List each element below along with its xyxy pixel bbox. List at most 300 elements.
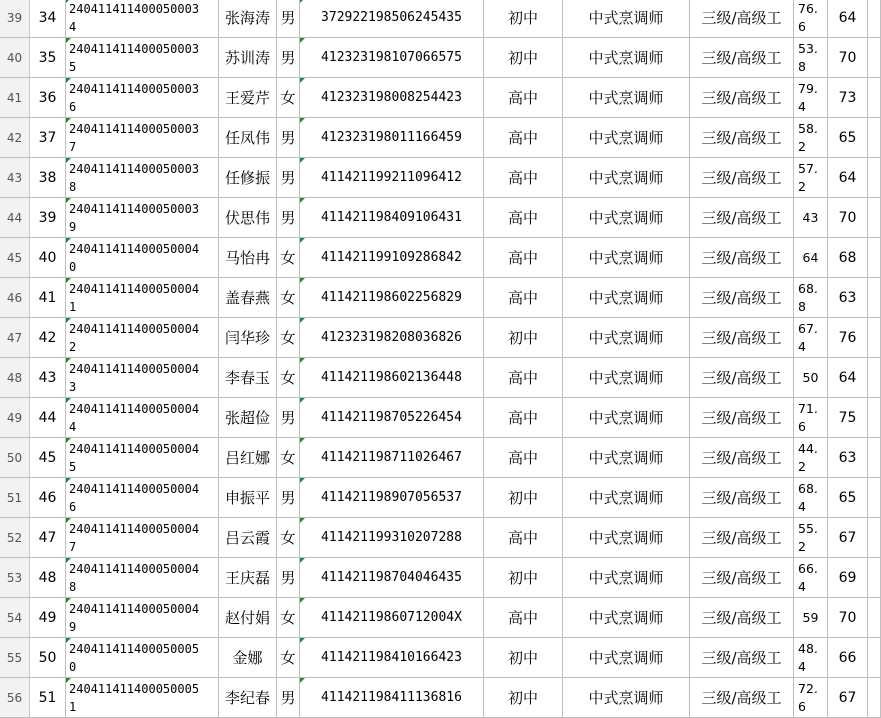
- gender-cell[interactable]: 男: [277, 478, 300, 518]
- empty-cell[interactable]: [868, 318, 881, 358]
- seq-cell[interactable]: 50: [30, 638, 66, 678]
- seq-cell[interactable]: 39: [30, 198, 66, 238]
- skill-score-cell[interactable]: 70: [828, 198, 868, 238]
- exam-number-line2: 5: [69, 60, 77, 74]
- theory-score-cell[interactable]: [794, 118, 828, 158]
- name-cell[interactable]: 申振平: [219, 478, 277, 518]
- gender-cell[interactable]: 女: [277, 278, 300, 318]
- seq-cell[interactable]: 51: [30, 678, 66, 718]
- seq-cell[interactable]: 34: [30, 0, 66, 38]
- empty-cell[interactable]: [868, 478, 881, 518]
- theory-score-cell[interactable]: [794, 678, 828, 718]
- exam-number-cell[interactable]: [66, 358, 219, 398]
- seq-cell[interactable]: 43: [30, 358, 66, 398]
- table-row[interactable]: [0, 158, 881, 198]
- occupation-cell[interactable]: 中式烹调师: [563, 438, 690, 478]
- exam-number-line1: 240411411400050003: [69, 202, 200, 216]
- name-cell[interactable]: 闫华珍: [219, 318, 277, 358]
- skill-score-cell[interactable]: 63: [828, 278, 868, 318]
- occupation-cell[interactable]: 中式烹调师: [563, 78, 690, 118]
- gender-cell[interactable]: 男: [277, 158, 300, 198]
- score-line1: 64: [802, 249, 819, 265]
- gender-cell[interactable]: 女: [277, 518, 300, 558]
- level-cell[interactable]: 三级/高级工: [690, 78, 794, 118]
- gender-cell[interactable]: 男: [277, 678, 300, 718]
- level-cell[interactable]: 三级/高级工: [690, 438, 794, 478]
- row-header[interactable]: 42: [0, 118, 30, 158]
- seq-cell[interactable]: 38: [30, 158, 66, 198]
- exam-number-line1: 240411411400050004: [69, 402, 200, 416]
- seq-cell[interactable]: 45: [30, 438, 66, 478]
- id-card-cell[interactable]: 41142119860712004X: [300, 598, 484, 638]
- theory-score-cell[interactable]: [794, 398, 828, 438]
- skill-score-cell[interactable]: 64: [828, 358, 868, 398]
- occupation-cell[interactable]: 中式烹调师: [563, 198, 690, 238]
- table-row[interactable]: [0, 518, 881, 558]
- skill-score-cell[interactable]: 65: [828, 118, 868, 158]
- seq-cell[interactable]: 46: [30, 478, 66, 518]
- row-header[interactable]: 54: [0, 598, 30, 638]
- score-line2: 8: [798, 299, 806, 314]
- id-card-cell[interactable]: 412323198208036826: [300, 318, 484, 358]
- score-line1: 57.: [798, 161, 818, 176]
- id-card-cell[interactable]: 411421198602136448: [300, 358, 484, 398]
- score-line2: 2: [798, 539, 806, 554]
- id-card-cell[interactable]: 411421199310207288: [300, 518, 484, 558]
- exam-number-cell[interactable]: [66, 278, 219, 318]
- score-line1: 43: [802, 209, 819, 225]
- score-line2: 2: [798, 139, 806, 154]
- score-line2: 6: [798, 699, 806, 714]
- gender-cell[interactable]: 女: [277, 78, 300, 118]
- empty-cell[interactable]: [868, 638, 881, 678]
- id-card-cell[interactable]: 411421198711026467: [300, 438, 484, 478]
- exam-number-line1: 240411411400050005: [69, 642, 200, 656]
- level-cell[interactable]: 三级/高级工: [690, 0, 794, 38]
- gender-cell[interactable]: 男: [277, 558, 300, 598]
- education-cell[interactable]: 高中: [484, 438, 563, 478]
- occupation-cell[interactable]: 中式烹调师: [563, 118, 690, 158]
- seq-cell[interactable]: 48: [30, 558, 66, 598]
- skill-score-cell[interactable]: 75: [828, 398, 868, 438]
- score-line2: 8: [798, 59, 806, 74]
- exam-number-line1: 240411411400050004: [69, 442, 200, 456]
- skill-score-cell[interactable]: 73: [828, 78, 868, 118]
- skill-score-cell[interactable]: 67: [828, 678, 868, 718]
- skill-score-cell[interactable]: 63: [828, 438, 868, 478]
- skill-score-cell[interactable]: 70: [828, 598, 868, 638]
- empty-cell[interactable]: [868, 118, 881, 158]
- education-cell[interactable]: 初中: [484, 0, 563, 38]
- exam-number-line1: 240411411400050004: [69, 282, 200, 296]
- exam-number-line1: 240411411400050003: [69, 122, 200, 136]
- name-cell[interactable]: 吕云霞: [219, 518, 277, 558]
- theory-score-cell[interactable]: [794, 438, 828, 478]
- seq-cell[interactable]: 40: [30, 238, 66, 278]
- id-card-cell[interactable]: 411421198704046435: [300, 558, 484, 598]
- id-card-cell[interactable]: 412323198107066575: [300, 38, 484, 78]
- id-card-cell[interactable]: 411421199109286842: [300, 238, 484, 278]
- table-row[interactable]: [0, 278, 881, 318]
- skill-score-cell[interactable]: 65: [828, 478, 868, 518]
- theory-score-cell[interactable]: [794, 518, 828, 558]
- exam-number-cell[interactable]: [66, 558, 219, 598]
- level-cell[interactable]: 三级/高级工: [690, 278, 794, 318]
- gender-cell[interactable]: 女: [277, 238, 300, 278]
- exam-number-line2: 9: [69, 620, 77, 634]
- exam-number-line1: 240411411400050005: [69, 682, 200, 696]
- education-cell[interactable]: 高中: [484, 158, 563, 198]
- exam-number-cell[interactable]: [66, 438, 219, 478]
- table-row[interactable]: [0, 598, 881, 638]
- score-line1: 48.: [798, 641, 818, 656]
- occupation-cell[interactable]: 中式烹调师: [563, 598, 690, 638]
- row-header[interactable]: 44: [0, 198, 30, 238]
- empty-cell[interactable]: [868, 78, 881, 118]
- exam-number-line2: 7: [69, 140, 77, 154]
- education-cell[interactable]: 高中: [484, 238, 563, 278]
- exam-number-line2: 4: [69, 20, 77, 34]
- name-cell[interactable]: 任凤伟: [219, 118, 277, 158]
- row-header[interactable]: 41: [0, 78, 30, 118]
- score-line2: 4: [798, 499, 806, 514]
- name-cell[interactable]: 任修振: [219, 158, 277, 198]
- empty-cell[interactable]: [868, 558, 881, 598]
- exam-number-cell[interactable]: [66, 598, 219, 638]
- theory-score-cell[interactable]: [794, 158, 828, 198]
- name-cell[interactable]: 马怡冉: [219, 238, 277, 278]
- exam-number-line1: 240411411400050004: [69, 322, 200, 336]
- gender-cell[interactable]: 男: [277, 118, 300, 158]
- skill-score-cell[interactable]: 69: [828, 558, 868, 598]
- name-cell[interactable]: 张海涛: [219, 0, 277, 38]
- empty-cell[interactable]: [868, 198, 881, 238]
- gender-cell[interactable]: 女: [277, 598, 300, 638]
- skill-score-cell[interactable]: 64: [828, 158, 868, 198]
- score-line1: 68.: [798, 481, 818, 496]
- table-row[interactable]: [0, 638, 881, 678]
- row-header[interactable]: 50: [0, 438, 30, 478]
- table-row[interactable]: [0, 678, 881, 718]
- name-cell[interactable]: 王庆磊: [219, 558, 277, 598]
- score-line1: 66.: [798, 561, 818, 576]
- name-cell[interactable]: 王爱芹: [219, 78, 277, 118]
- occupation-cell[interactable]: 中式烹调师: [563, 478, 690, 518]
- occupation-cell[interactable]: 中式烹调师: [563, 238, 690, 278]
- id-card-cell[interactable]: 411421198705226454: [300, 398, 484, 438]
- education-cell[interactable]: 初中: [484, 478, 563, 518]
- table-row[interactable]: [0, 438, 881, 478]
- row-header[interactable]: 52: [0, 518, 30, 558]
- exam-number-cell[interactable]: [66, 518, 219, 558]
- theory-score-cell[interactable]: [794, 0, 828, 38]
- theory-score-cell[interactable]: [794, 638, 828, 678]
- exam-number-line2: 7: [69, 540, 77, 554]
- id-card-cell[interactable]: 372922198506245435: [300, 0, 484, 38]
- empty-cell[interactable]: [868, 278, 881, 318]
- exam-number-line2: 3: [69, 380, 77, 394]
- row-header[interactable]: 49: [0, 398, 30, 438]
- exam-number-cell[interactable]: [66, 238, 219, 278]
- row-header[interactable]: 51: [0, 478, 30, 518]
- score-line2: 6: [798, 19, 806, 34]
- exam-number-line1: 240411411400050004: [69, 362, 200, 376]
- score-line2: 4: [798, 579, 806, 594]
- exam-number-line1: 240411411400050003: [69, 82, 200, 96]
- score-line2: 4: [798, 659, 806, 674]
- exam-number-line1: 240411411400050003: [69, 2, 200, 16]
- education-cell[interactable]: 高中: [484, 78, 563, 118]
- name-cell[interactable]: 伏思伟: [219, 198, 277, 238]
- education-cell[interactable]: 初中: [484, 678, 563, 718]
- name-cell[interactable]: 李春玉: [219, 358, 277, 398]
- seq-cell[interactable]: 44: [30, 398, 66, 438]
- row-header[interactable]: 40: [0, 38, 30, 78]
- row-header[interactable]: 43: [0, 158, 30, 198]
- education-cell[interactable]: 高中: [484, 398, 563, 438]
- level-cell[interactable]: 三级/高级工: [690, 398, 794, 438]
- occupation-cell[interactable]: 中式烹调师: [563, 278, 690, 318]
- exam-number-line1: 240411411400050004: [69, 522, 200, 536]
- occupation-cell[interactable]: 中式烹调师: [563, 38, 690, 78]
- education-cell[interactable]: 初中: [484, 558, 563, 598]
- level-cell[interactable]: 三级/高级工: [690, 318, 794, 358]
- occupation-cell[interactable]: 中式烹调师: [563, 358, 690, 398]
- level-cell[interactable]: 三级/高级工: [690, 198, 794, 238]
- empty-cell[interactable]: [868, 518, 881, 558]
- exam-number-line1: 240411411400050004: [69, 482, 200, 496]
- level-cell[interactable]: 三级/高级工: [690, 678, 794, 718]
- exam-number-line2: 2: [69, 340, 77, 354]
- level-cell[interactable]: 三级/高级工: [690, 238, 794, 278]
- table-row[interactable]: [0, 398, 881, 438]
- education-cell[interactable]: 高中: [484, 118, 563, 158]
- theory-score-cell[interactable]: [794, 78, 828, 118]
- education-cell[interactable]: 高中: [484, 518, 563, 558]
- id-card-cell[interactable]: 411421198411136816: [300, 678, 484, 718]
- name-cell[interactable]: 李纪春: [219, 678, 277, 718]
- exam-number-cell[interactable]: [66, 38, 219, 78]
- theory-score-cell[interactable]: [794, 558, 828, 598]
- exam-number-line2: 5: [69, 460, 77, 474]
- exam-number-line1: 240411411400050004: [69, 602, 200, 616]
- table-row[interactable]: [0, 0, 881, 38]
- occupation-cell[interactable]: 中式烹调师: [563, 0, 690, 38]
- skill-score-cell[interactable]: 68: [828, 238, 868, 278]
- exam-number-cell[interactable]: [66, 398, 219, 438]
- table-row[interactable]: [0, 38, 881, 78]
- occupation-cell[interactable]: 中式烹调师: [563, 638, 690, 678]
- gender-cell[interactable]: 女: [277, 318, 300, 358]
- exam-number-line2: 8: [69, 180, 77, 194]
- name-cell[interactable]: 吕红娜: [219, 438, 277, 478]
- row-header[interactable]: 55: [0, 638, 30, 678]
- id-card-cell[interactable]: 412323198011166459: [300, 118, 484, 158]
- row-header[interactable]: 56: [0, 678, 30, 718]
- exam-number-line1: 240411411400050004: [69, 562, 200, 576]
- score-line1: 59: [802, 609, 819, 625]
- id-card-cell[interactable]: 411421198409106431: [300, 198, 484, 238]
- exam-number-line2: 9: [69, 220, 77, 234]
- empty-cell[interactable]: [868, 598, 881, 638]
- theory-score-cell[interactable]: [794, 318, 828, 358]
- id-card-cell[interactable]: 411421198410166423: [300, 638, 484, 678]
- seq-cell[interactable]: 41: [30, 278, 66, 318]
- score-line2: 6: [798, 419, 806, 434]
- gender-cell[interactable]: 男: [277, 198, 300, 238]
- education-cell[interactable]: 初中: [484, 318, 563, 358]
- gender-cell[interactable]: 男: [277, 398, 300, 438]
- exam-number-line1: 240411411400050004: [69, 242, 200, 256]
- row-header[interactable]: 47: [0, 318, 30, 358]
- row-header[interactable]: 48: [0, 358, 30, 398]
- empty-cell[interactable]: [868, 438, 881, 478]
- score-line2: 2: [798, 459, 806, 474]
- id-card-cell[interactable]: 411421199211096412: [300, 158, 484, 198]
- exam-number-line2: 6: [69, 100, 77, 114]
- score-line1: 72.: [798, 681, 818, 696]
- level-cell[interactable]: 三级/高级工: [690, 478, 794, 518]
- row-header[interactable]: 46: [0, 278, 30, 318]
- table-row[interactable]: [0, 118, 881, 158]
- exam-number-cell[interactable]: [66, 118, 219, 158]
- empty-cell[interactable]: [868, 678, 881, 718]
- skill-score-cell[interactable]: 64: [828, 0, 868, 38]
- occupation-cell[interactable]: 中式烹调师: [563, 558, 690, 598]
- level-cell[interactable]: 三级/高级工: [690, 518, 794, 558]
- empty-cell[interactable]: [868, 358, 881, 398]
- exam-number-line2: 4: [69, 420, 77, 434]
- score-line1: 53.: [798, 41, 818, 56]
- occupation-cell[interactable]: 中式烹调师: [563, 158, 690, 198]
- score-line1: 68.: [798, 281, 818, 296]
- seq-cell[interactable]: 49: [30, 598, 66, 638]
- name-cell[interactable]: 赵付娟: [219, 598, 277, 638]
- score-line1: 55.: [798, 521, 818, 536]
- exam-number-line2: 1: [69, 700, 77, 714]
- seq-cell[interactable]: 37: [30, 118, 66, 158]
- score-line2: 4: [798, 99, 806, 114]
- occupation-cell[interactable]: 中式烹调师: [563, 678, 690, 718]
- score-line1: 67.: [798, 321, 818, 336]
- row-header[interactable]: 39: [0, 0, 30, 38]
- score-line1: 50: [802, 369, 819, 385]
- education-cell[interactable]: 高中: [484, 358, 563, 398]
- exam-number-cell[interactable]: [66, 678, 219, 718]
- level-cell[interactable]: 三级/高级工: [690, 558, 794, 598]
- table-row[interactable]: [0, 198, 881, 238]
- theory-score-cell[interactable]: [794, 238, 828, 278]
- level-cell[interactable]: 三级/高级工: [690, 118, 794, 158]
- name-cell[interactable]: 盖春燕: [219, 278, 277, 318]
- id-card-cell[interactable]: 411421198907056537: [300, 478, 484, 518]
- theory-score-cell[interactable]: [794, 478, 828, 518]
- empty-cell[interactable]: [868, 0, 881, 38]
- level-cell[interactable]: 三级/高级工: [690, 638, 794, 678]
- row-header[interactable]: 45: [0, 238, 30, 278]
- education-cell[interactable]: 初中: [484, 38, 563, 78]
- seq-cell[interactable]: 42: [30, 318, 66, 358]
- name-cell[interactable]: 张超俭: [219, 398, 277, 438]
- empty-cell[interactable]: [868, 158, 881, 198]
- table-row[interactable]: [0, 478, 881, 518]
- table-row[interactable]: [0, 78, 881, 118]
- score-line1: 76.: [798, 1, 818, 16]
- table-row[interactable]: [0, 318, 881, 358]
- empty-cell[interactable]: [868, 38, 881, 78]
- score-line1: 44.: [798, 441, 818, 456]
- seq-cell[interactable]: 47: [30, 518, 66, 558]
- table-row[interactable]: [0, 558, 881, 598]
- level-cell[interactable]: 三级/高级工: [690, 38, 794, 78]
- table-row[interactable]: [0, 358, 881, 398]
- theory-score-cell[interactable]: [794, 598, 828, 638]
- theory-score-cell[interactable]: [794, 358, 828, 398]
- skill-score-cell[interactable]: 70: [828, 38, 868, 78]
- empty-cell[interactable]: [868, 238, 881, 278]
- education-cell[interactable]: 高中: [484, 198, 563, 238]
- level-cell[interactable]: 三级/高级工: [690, 158, 794, 198]
- exam-number-line1: 240411411400050003: [69, 162, 200, 176]
- row-header[interactable]: 53: [0, 558, 30, 598]
- score-line1: 71.: [798, 401, 818, 416]
- name-cell[interactable]: 金娜: [219, 638, 277, 678]
- theory-score-cell[interactable]: [794, 38, 828, 78]
- level-cell[interactable]: 三级/高级工: [690, 358, 794, 398]
- exam-number-line1: 240411411400050003: [69, 42, 200, 56]
- gender-cell[interactable]: 男: [277, 38, 300, 78]
- gender-cell[interactable]: 女: [277, 358, 300, 398]
- exam-number-cell[interactable]: [66, 158, 219, 198]
- occupation-cell[interactable]: 中式烹调师: [563, 398, 690, 438]
- occupation-cell[interactable]: 中式烹调师: [563, 318, 690, 358]
- exam-number-cell[interactable]: [66, 638, 219, 678]
- gender-cell[interactable]: 男: [277, 0, 300, 38]
- theory-score-cell[interactable]: [794, 278, 828, 318]
- exam-number-cell[interactable]: [66, 78, 219, 118]
- skill-score-cell[interactable]: 67: [828, 518, 868, 558]
- exam-number-line2: 0: [69, 260, 77, 274]
- exam-number-line2: 0: [69, 660, 77, 674]
- exam-number-cell[interactable]: [66, 198, 219, 238]
- table-row[interactable]: [0, 238, 881, 278]
- exam-number-cell[interactable]: [66, 478, 219, 518]
- education-cell[interactable]: 高中: [484, 278, 563, 318]
- score-line2: 4: [798, 339, 806, 354]
- exam-number-line2: 8: [69, 580, 77, 594]
- exam-number-cell[interactable]: [66, 318, 219, 358]
- theory-score-cell[interactable]: [794, 198, 828, 238]
- education-cell[interactable]: 初中: [484, 638, 563, 678]
- id-card-cell[interactable]: 411421198602256829: [300, 278, 484, 318]
- level-cell[interactable]: 三级/高级工: [690, 598, 794, 638]
- skill-score-cell[interactable]: 76: [828, 318, 868, 358]
- exam-number-cell[interactable]: [66, 0, 219, 38]
- occupation-cell[interactable]: 中式烹调师: [563, 518, 690, 558]
- education-cell[interactable]: 高中: [484, 598, 563, 638]
- seq-cell[interactable]: 36: [30, 78, 66, 118]
- seq-cell[interactable]: 35: [30, 38, 66, 78]
- id-card-cell[interactable]: 412323198008254423: [300, 78, 484, 118]
- score-line1: 58.: [798, 121, 818, 136]
- score-line2: 2: [798, 179, 806, 194]
- empty-cell[interactable]: [868, 398, 881, 438]
- gender-cell[interactable]: 女: [277, 438, 300, 478]
- skill-score-cell[interactable]: 66: [828, 638, 868, 678]
- name-cell[interactable]: 苏训涛: [219, 38, 277, 78]
- exam-number-line2: 1: [69, 300, 77, 314]
- gender-cell[interactable]: 女: [277, 638, 300, 678]
